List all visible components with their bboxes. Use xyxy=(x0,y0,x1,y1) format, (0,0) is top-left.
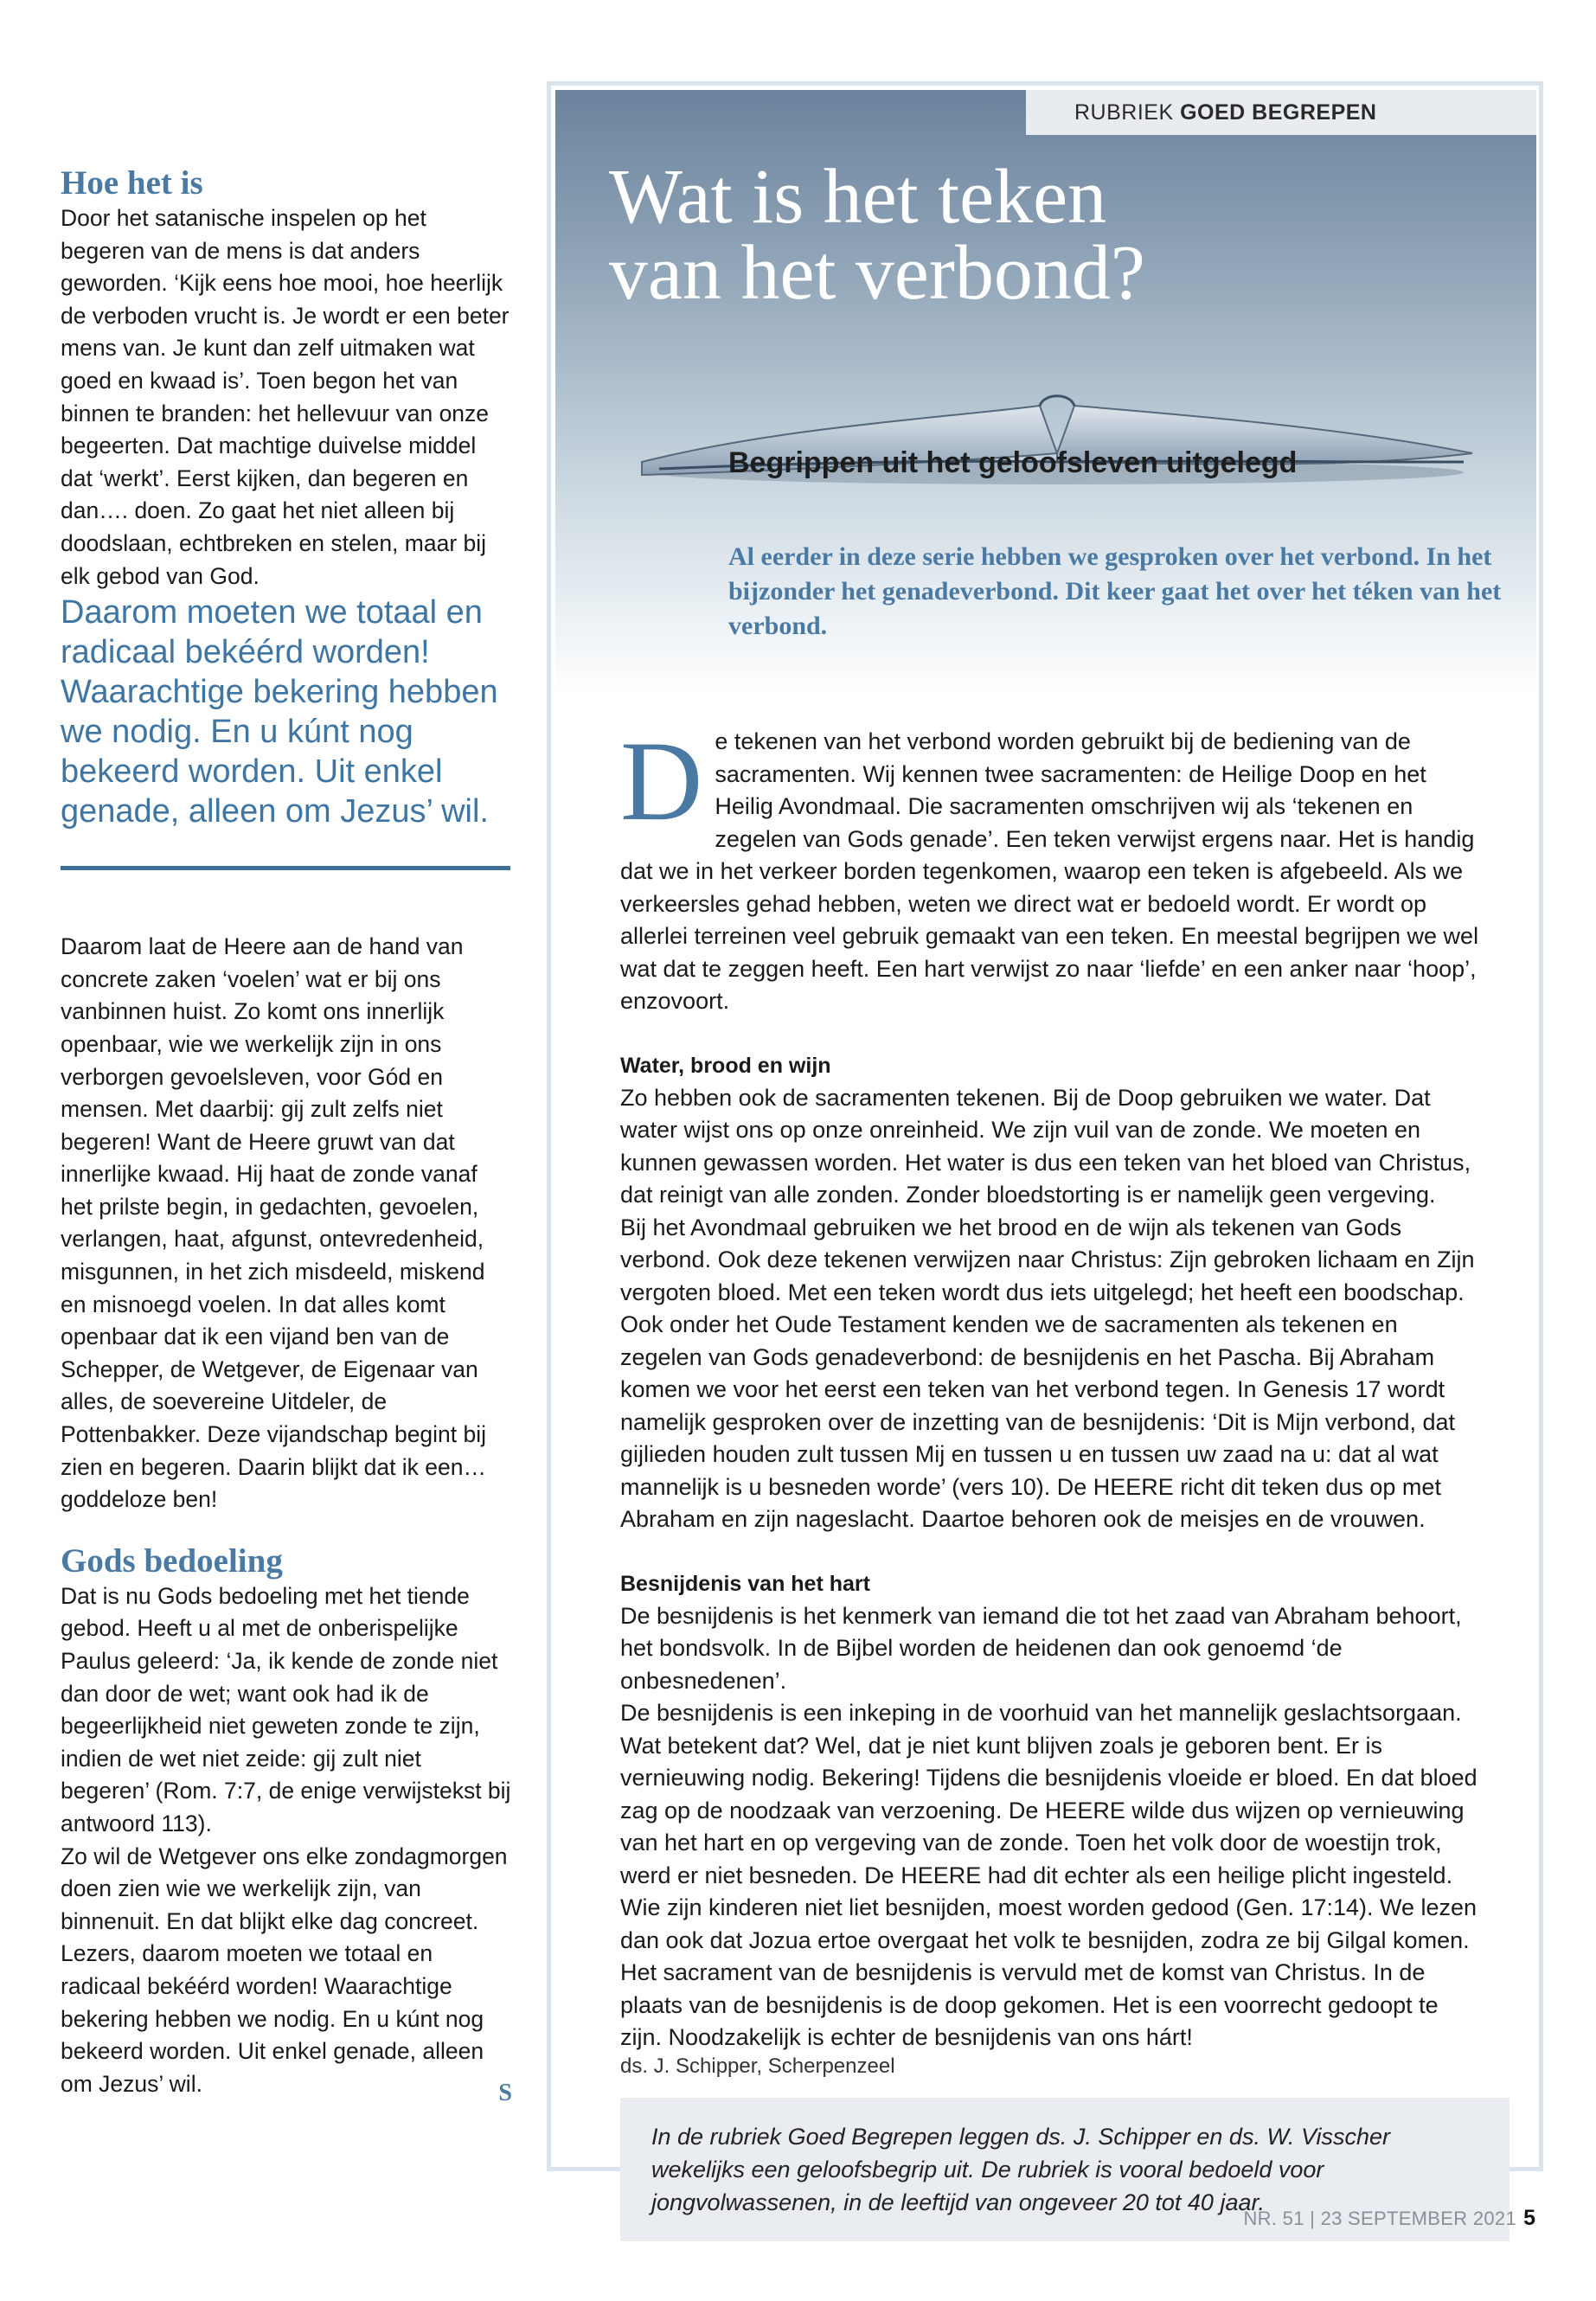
article-paragraph-6: De besnijdenis is een inkeping in de voorhuid van het mannelijk geslachtsorgaan. Wat betekent dat? Wel, dat je niet kunt blijven zoals je geboren bent. Er is vernieuwing nodig. Bekering! Tijdens die besnijdenis vloeide er bloed. En dat bloed zag op de noodzaak van verzoening. De HEERE wilde dus wijzen op vernieuwing van het hart en op vergeving van de zonde. Toen het volk door de woestijn trok, werd er niet besneden. De HEERE had dit echter als een heilige plicht ingesteld. Wie zijn kinderen niet liet besnijden, moest worden gedood (Gen. 17:14). We lezen dan ook dat Jozua ertoe overgaat het volk te besnijden, zodra ze bij Gilgal komen. xyxy=(620,1700,1477,1953)
article-title-line-1: Wat is het teken xyxy=(609,154,1107,240)
article-paragraph-1-text: e tekenen van het verbond worden gebruikt bij de bediening van de sacramenten. Wij kennen twee sacramenten: de Heilige Doop en het Heilig Avondmaal. Die sacramenten omschrijven wij als ‘tekenen en zegelen van Gods genade’. Een teken verwijst ergens naar. Het is handig dat we in het verkeer borden tegenkomen, waarop een teken is afgebeeld. Als we verkeersles gehad hebben, weten we direct wat er bedoeld wordt. Er wordt op allerlei terreinen veel gebruik gemaakt van een teken. En meestal begrijpen we wel wat dat te zeggen heeft. Een hart verwijst zo naar ‘liefde’ en een anker naar ‘hoop’, enzovoort. xyxy=(620,728,1479,1014)
page-number: 5 xyxy=(1523,2206,1535,2230)
left-column xyxy=(61,164,512,2109)
subhead-water-brood-wijn: Water, brood en wijn xyxy=(620,1053,831,1078)
drop-cap: D xyxy=(620,717,703,844)
article-paragraph-4: Ook onder het Oude Testament kenden we de sacramenten als tekenen en zegelen van Gods genadeverbond: de besnijdenis en het Pascha. Bij Abraham komen we voor het eerst een teken van het verbond tegen. In Genesis 17 wordt namelijk gesproken over de inzetting van de besnijdenis: ‘Dit is Mijn verbond, dat gijlieden houden zult tussen Mij en tussen u en tussen uw zaad na u: dat al wat mannelijk is u besneden worde’ (vers 10). De HEERE richt dit teken dus op met Abraham en zijn nageslacht. Daartoe behoren ook de meisjes en de vrouwen. xyxy=(620,1311,1456,1532)
article-frame xyxy=(547,81,1543,2215)
article-paragraph-2: Zo hebben ook de sacramenten tekenen. Bij de Doop gebruiken we water. Dat water wijst ons op onze onreinheid. We zijn vuil van de zonde. We moeten en kunnen gewassen worden. Het water is dus een teken van het bloed van Christus, dat reinigt van alle zonden. Zonder bloedstorting is er namelijk geen vergeving. xyxy=(620,1084,1471,1208)
article-title xyxy=(609,154,1388,316)
rubriek-name: GOED BEGREPEN xyxy=(1180,100,1377,125)
section-heading-hoe-het-is: Hoe het is xyxy=(61,164,203,202)
end-mark-icon: S xyxy=(498,2079,512,2106)
section-text-daarom: Daarom laat de Heere aan de hand van concrete zaken ‘voelen’ wat er bij ons vanbinnen huist. Zo komt ons innerlijk openbaar, wie we werkelijk zijn in ons verborgen gevoelsleven, voor Gód en mensen. Met daarbij: gij zult zelfs niet begeren! Want de Heere gruwt van dat innerlijke kwaad. Hij haat de zonde vanaf het prilste begin, in gedachten, gevoelen, verlangen, haat, afgunst, ontevredenheid, misgunnen, in het zich misdeeld, miskend en misnoegd voelen. In dat alles komt openbaar dat ik een vijand ben van de Schepper, de Wetgever, de Eigenaar van alles, de soevereine Uitdeler, de Pottenbakker. Deze vijandschap begint bij zien en begeren. Daarin blijkt dat ik een… goddeloze ben! xyxy=(61,933,487,1513)
pull-quote: Daarom moeten we totaal en radicaal bekéérd worden! Waarachtige bekering hebben we nodig. En u kúnt nog bekeerd worden. Uit enkel genade, alleen om Jezus’ wil. xyxy=(61,594,498,830)
article-paragraph-7: Het sacrament van de besnijdenis is vervuld met de komst van Christus. In de plaats van de besnijdenis is de doop gekomen. Het is een voorrecht gedoopt te zijn. Noodzakelijk is echter de besnijdenis van ons hárt! xyxy=(620,1959,1439,2050)
hero-banner xyxy=(555,90,1536,695)
info-box: In de rubriek Goed Begrepen leggen ds. J. Schipper en ds. W. Visscher wekelijks een geloofsbegrip uit. De rubriek is vooral bedoeld voor jongvolwassenen, in de leeftijd van ongeveer 20 tot 40 jaar. xyxy=(620,2098,1509,2241)
gods-bedoeling-text: Zo wil de Wetgever ons elke zondagmorgen doen zien wie we werkelijk zijn, van binnenuit. En dat blijkt elke dag concreet. Lezers, daarom moeten we totaal en radicaal bekéérd worden! Waarachtige bekering hebben we nodig. En u kúnt nog bekeerd worden. Uit enkel genade, alleen om Jezus’ wil. xyxy=(61,1843,508,2097)
section-text-hoe-het-is: Door het satanische inspelen op het begeren van de mens is dat anders geworden. ‘Kijk eens hoe mooi, hoe heerlijk de verboden vrucht is. Je wordt er een beter mens van. Je kunt dan zelf uitmaken wat goed en kwaad is’. Toen begon het van binnen te branden: het hellevuur van onze begeerten. Dat machtige duivelse middel dat ‘werkt’. Eerst kijken, dan begeren en dan…. doen. Zo gaat het niet alleen bij doodslaan, echtbreken en stelen, maar bij elk gebod van God. xyxy=(61,205,510,589)
subhead-besnijdenis-hart: Besnijdenis van het hart xyxy=(620,1571,870,1596)
article-subtitle: Begrippen uit het geloofsleven uitgelegd xyxy=(728,446,1298,479)
rubriek-label xyxy=(1026,90,1536,135)
author-signature: ds. J. Schipper, Scherpenzeel xyxy=(620,2054,895,2078)
article-title-line-2: van het verbond? xyxy=(609,230,1145,316)
article-intro: Al eerder in deze serie hebben we gesproken over het verbond. In het bijzonder het genadeverbond. Dit keer gaat het over het téken van het verbond. xyxy=(728,542,1502,640)
section-heading-gods-bedoeling: Gods bedoeling xyxy=(61,1541,283,1580)
section-text-gods-bedoeling-2 xyxy=(61,1841,512,2106)
section-text-gods-bedoeling-1: Dat is nu Gods bedoeling met het tiende gebod. Heeft u al met de onberispelijke Paulus geleerd: ‘Ja, ik kende de zonde niet dan door de wet; want ook had ik de begeerlijkheid niet geweten zonde te zijn, indien de wet niet zeide: gij zult niet begeren’ (Rom. 7:7, de enige verwijstekst bij antwoord 113). xyxy=(61,1582,511,1836)
rubriek-prefix: RUBRIEK xyxy=(1074,100,1174,125)
article-paragraph-1 xyxy=(620,717,1485,1018)
article-body xyxy=(620,717,1485,2241)
issue-footer: NR. 51 | 23 SEPTEMBER 2021 xyxy=(1243,2208,1516,2229)
article-paragraph-5: De besnijdenis is het kenmerk van iemand die tot het zaad van Abraham behoort, het bondsvolk. In de Bijbel worden de heidenen dan ook genoemd ‘de onbesnedenen’. xyxy=(620,1602,1462,1694)
article-paragraph-3: Bij het Avondmaal gebruiken we het brood en de wijn als tekenen van Gods verbond. Ook deze tekenen verwijzen naar Christus: Zijn gebroken lichaam en Zijn vergoten bloed. Met een teken wordt dus iets uitgelegd; het heeft een boodschap. xyxy=(620,1214,1475,1305)
